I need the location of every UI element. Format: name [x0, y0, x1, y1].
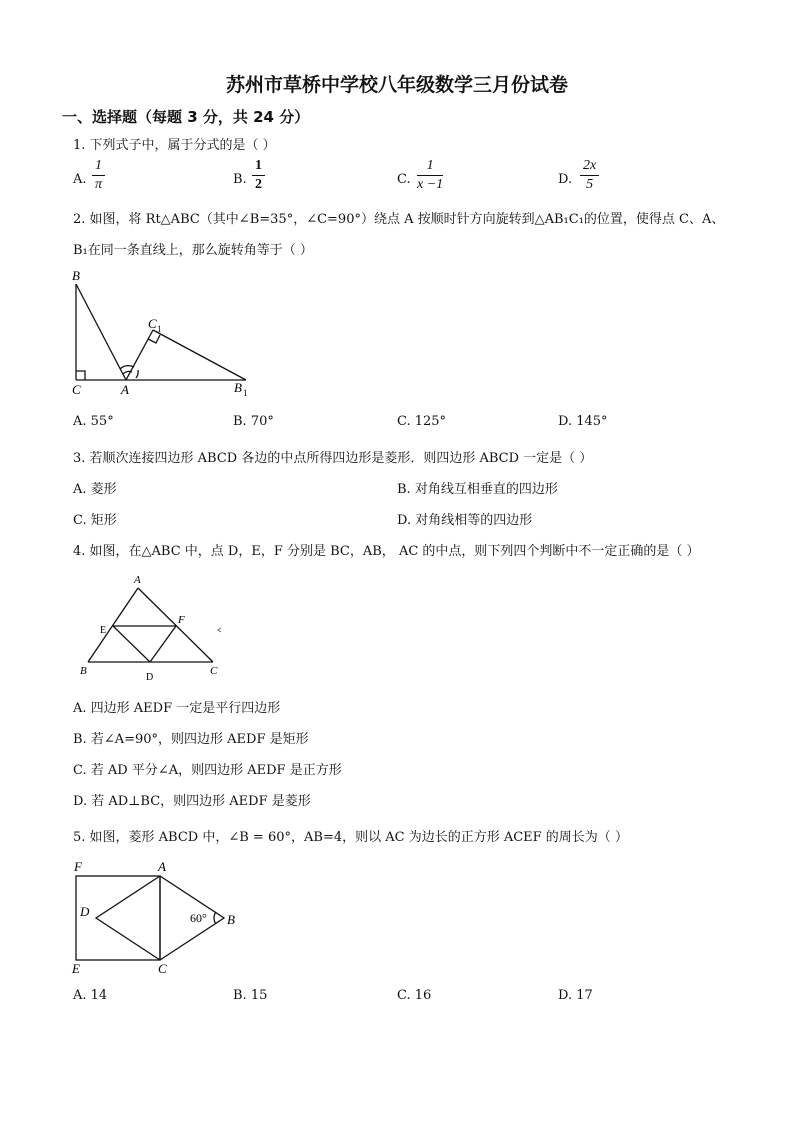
q4-label-f: F	[178, 614, 185, 626]
q1-option-a-fraction	[92, 158, 105, 193]
question-1-stem: 1. 下列式子中，属于分式的是（ ）	[73, 138, 276, 153]
q5-label-a: A	[158, 859, 166, 874]
q1-b-denominator: 2	[255, 177, 262, 192]
q2-label-b: B	[72, 268, 80, 283]
question-2-line-1: 2. 如图，将 Rt△ABC（其中∠B=35°，∠C=90°）绕点 A 按顺时针方向旋转到△AB₁C₁的位置，使得点 C、A、	[73, 212, 725, 227]
q1-c-numerator: 1	[417, 158, 443, 176]
q3-option-d: D. 对角线相等的四边形	[397, 513, 533, 528]
q3-option-b: B. 对角线互相垂直的四边形	[397, 482, 558, 497]
q5-label-angle: 60°	[190, 911, 207, 925]
q5-option-a: A. 14	[73, 988, 108, 1003]
q4-option-c: C. 若 AD 平分∠A，则四边形 AEDF 是正方形	[73, 763, 342, 778]
q1-option-a-label: A.	[73, 172, 87, 187]
q1-option-b-fraction	[252, 158, 265, 193]
q4-triangle-figure	[76, 570, 236, 684]
q2-label-b1-subscript: 1	[243, 388, 248, 398]
q1-option-d-fraction	[580, 158, 599, 193]
q5-label-f: F	[74, 859, 82, 874]
q2-label-c: C	[72, 382, 81, 397]
q5-label-e: E	[72, 961, 80, 976]
question-3-stem: 3. 若顺次连接四边形 ABCD 各边的中点所得四边形是菱形．则四边形 ABCD 一定是（ ）	[73, 451, 593, 466]
q4-label-b: B	[80, 665, 87, 677]
q1-option-b-label: B.	[233, 172, 247, 187]
q5-rhombus-square-figure	[66, 856, 256, 980]
q1-option-d-label: D.	[558, 172, 573, 187]
q4-label-d: D	[146, 672, 154, 683]
q5-option-c: C. 16	[397, 988, 432, 1003]
question-5-stem: 5. 如图，菱形 ABCD 中，∠B = 60°，AB=4，则以 AC 为边长的正方形 ACEF 的周长为（ ）	[73, 830, 628, 845]
q1-option-c-label: C.	[397, 172, 411, 187]
q1-c-denominator: x −1	[417, 177, 444, 192]
q2-option-c: C. 125°	[397, 414, 447, 429]
q4-label-e: E	[100, 625, 107, 636]
page-title: 苏州市草桥中学校八年级数学三月份试卷	[225, 74, 568, 96]
question-4-stem: 4. 如图，在△ABC 中，点 D，E，F 分别是 BC，AB， AC 的中点，则下列四个判断中不一定正确的是（ ）	[73, 544, 700, 559]
q4-option-d: D. 若 AD⊥BC，则四边形 AEDF 是菱形	[73, 794, 311, 809]
q2-label-a: A	[121, 382, 129, 397]
q1-a-numerator: 1	[92, 158, 105, 176]
q3-option-a: A. 菱形	[73, 482, 117, 497]
q5-label-b: B	[227, 912, 235, 927]
q1-a-denominator: π	[94, 177, 102, 192]
q2-label-c1-subscript: 1	[157, 324, 162, 334]
q4-option-b: B. 若∠A=90°，则四边形 AEDF 是矩形	[73, 732, 309, 747]
q5-label-d: D	[80, 904, 90, 919]
q4-option-a: A. 四边形 AEDF 一定是平行四边形	[73, 701, 281, 716]
q4-label-a: A	[134, 574, 141, 586]
q4-label-c: C	[210, 665, 218, 677]
q3-option-c: C. 矩形	[73, 513, 117, 528]
q2-option-d: D. 145°	[558, 414, 608, 429]
q2-triangle-figure	[62, 266, 262, 402]
q1-d-numerator: 2x	[580, 158, 599, 176]
q2-option-a: A. 55°	[73, 414, 114, 429]
q1-b-numerator: 1	[252, 158, 265, 176]
q5-label-c: C	[158, 961, 167, 976]
q1-option-c-fraction	[417, 158, 443, 193]
q2-option-b: B. 70°	[233, 414, 274, 429]
q2-label-b1: B	[234, 380, 242, 395]
section-heading: 一、选择题（每题 3 分，共 24 分）	[62, 108, 310, 126]
q2-label-c1: C	[148, 316, 157, 331]
q5-option-b: B. 15	[233, 988, 268, 1003]
q1-d-denominator: 5	[586, 177, 594, 192]
question-2-line-2: B₁在同一条直线上，那么旋转角等于（ ）	[73, 243, 313, 258]
q5-option-d: D. 17	[558, 988, 593, 1003]
